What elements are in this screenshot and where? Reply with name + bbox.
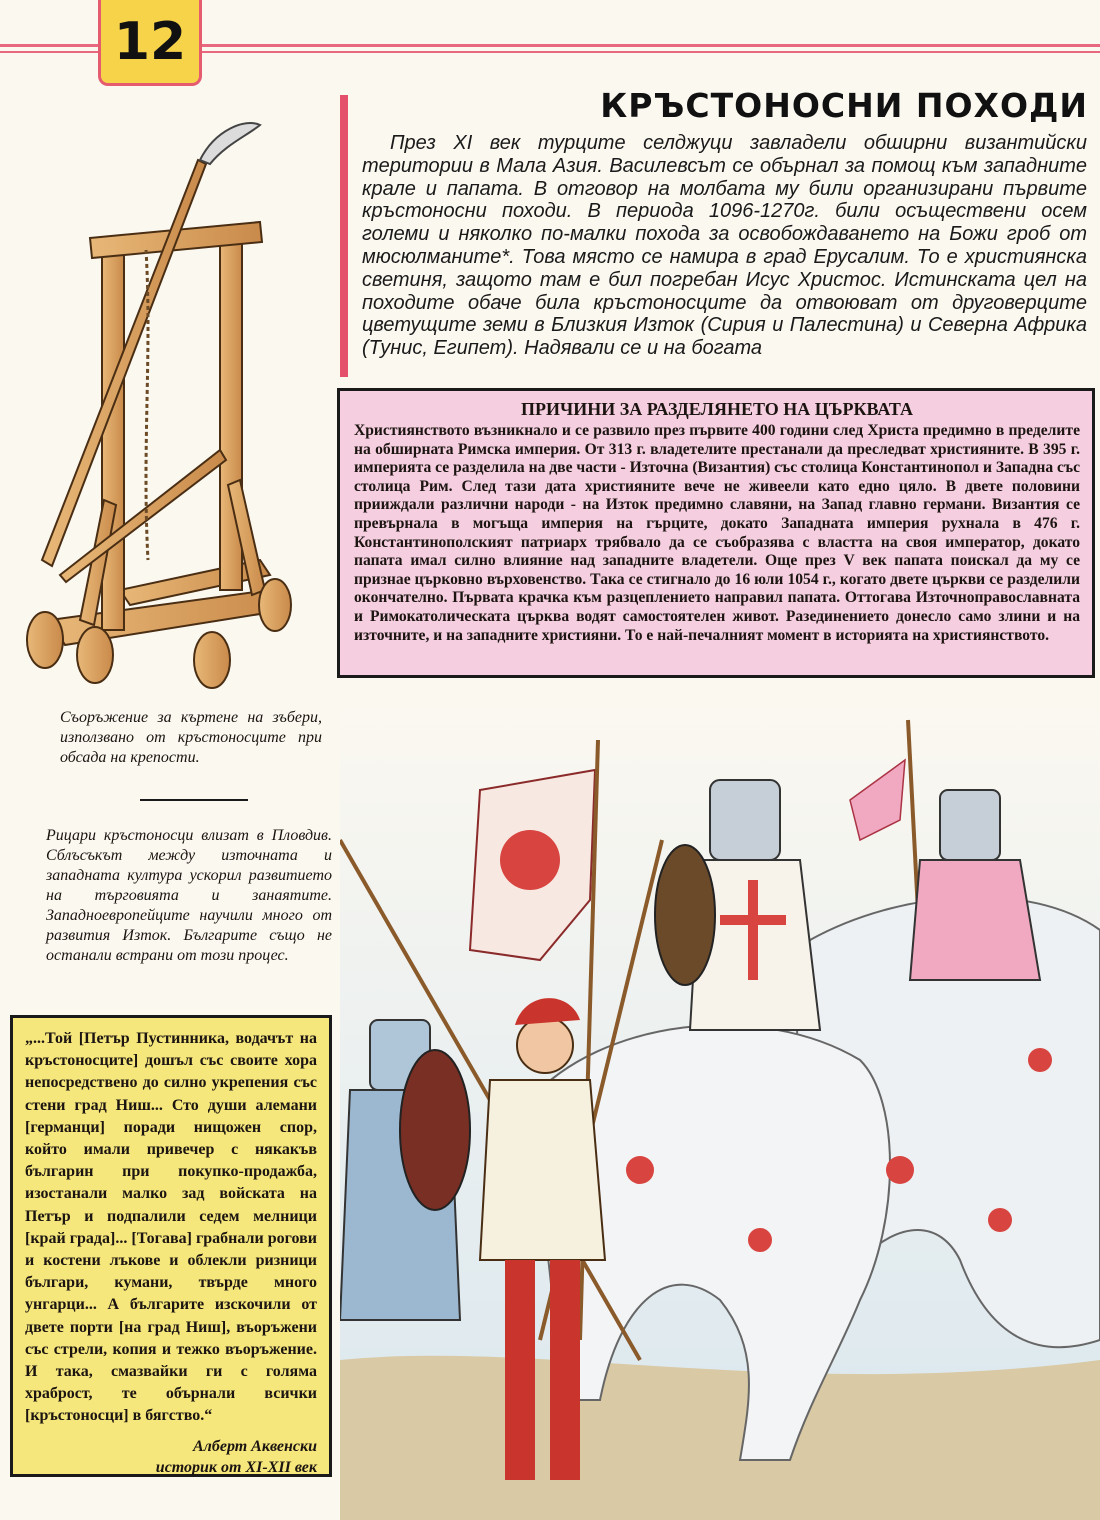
accent-bar	[340, 95, 348, 377]
page-number: 12	[98, 0, 202, 86]
knights-caption: Рицари кръстоносци влизат в Пловдив. Сблъсъкът между източната и западната култура ускорил развитието на търговията и занаятите. Западноевропейците научили много от развития Изток. Българите също не останали встрани от този процес.	[46, 827, 332, 964]
info-box-heading: ПРИЧИНИ ЗА РАЗДЕЛЯНЕТО НА ЦЪРКВАТА	[521, 399, 913, 419]
catapult-illustration	[20, 120, 320, 690]
historical-quote-box	[10, 1015, 332, 1477]
quote-author-role: историк от XI-XII век	[155, 1458, 317, 1476]
caption-divider	[140, 799, 248, 801]
quote-text: „...Той [Петър Пустинника, водачът на кръстоносците] дошъл със своите хора непосредствено до силно укрепения със стени град Ниш... Сто души алемани [германци] поради нищожен спор, който имали привечер с някакъв българин при покупко-продажба, изостанали малко зад войската на Петър и подпалили седем мелници [край града]... [Тогава] грабнали рогови и костени лъкове и облекли ризници българи, кумани, твърде много унгарци... А българите изскочили от двете порти [на град Ниш], въоръжени със стрели, копия и тежко въоръжение. И така, смазвайки ги с голяма храброст, те обърнали всички [кръстоносци] в бягство.“	[25, 1030, 317, 1425]
crusader-knights-illustration	[340, 700, 1100, 1520]
info-box-body: Християнството възникнало и се развило през първите 400 години след Христа предимно в пределите на обширната Римска империя. От 313 г. владетелите престанали да преследват християните. В 395 г. империята се разделила на две части - Източна (Византия) със столица Константинопол и Западна със столица Рим. След тази дата християните вече не живеели като едно цяло. В двете половини прииждали различни народи - на Изток предимно славяни, на Запад главно германи. Византия се превърнала в могъща империя на гърците, докато Западната империя рухнала в 476 г. Константинополският патриарх трябвало да се съобразява с властта на своя император, докато папата имал силно влияние над западните владетели. Още през V век папата поискал да му се признае църковно върховенство. Така се стигнало до 16 юли 1054 г., когато двете църкви се разделили окончателно. Първата крачка към разцеплението направил папата. Оттогава Източноправославната и Римокатолическата църква водят самостоятелен живот. Разединението донесло само злини и на източните, и на западните християни. То е най-печалният момент в историята на християнството.	[354, 422, 1080, 644]
intro-paragraph: През XI век турците селджуци завладели обширни византийски територии в Мала Азия. Василевсът се обърнал за помощ към западните крале и папата. В отговор на молбата му били организирани първите кръстоносни походи. В периода 1096-1270г. били осъществени осем големи и няколко по-малки похода за освобождаването на Божи гроб от мюсюлманите*. Това място се намира в град Ерусалим. То е християнска светиня, защото там е бил погребан Исус Христос. Истинската цел на походите обаче била кръстоносците да отвоюват от друговерците цветущите земи в Близкия Изток (Сирия и Палестина) и Северна Африка (Тунис, Египет). Надявали се и на богата	[362, 132, 1087, 360]
catapult-caption: Съоръжение за къртене на зъбери, използвано от кръстоносците при обсада на крепости.	[60, 709, 322, 766]
church-split-info-box	[337, 388, 1095, 678]
page-title: КРЪСТОНОСНИ ПОХОДИ	[600, 86, 1088, 125]
quote-author: Алберт Аквенски	[192, 1437, 317, 1455]
